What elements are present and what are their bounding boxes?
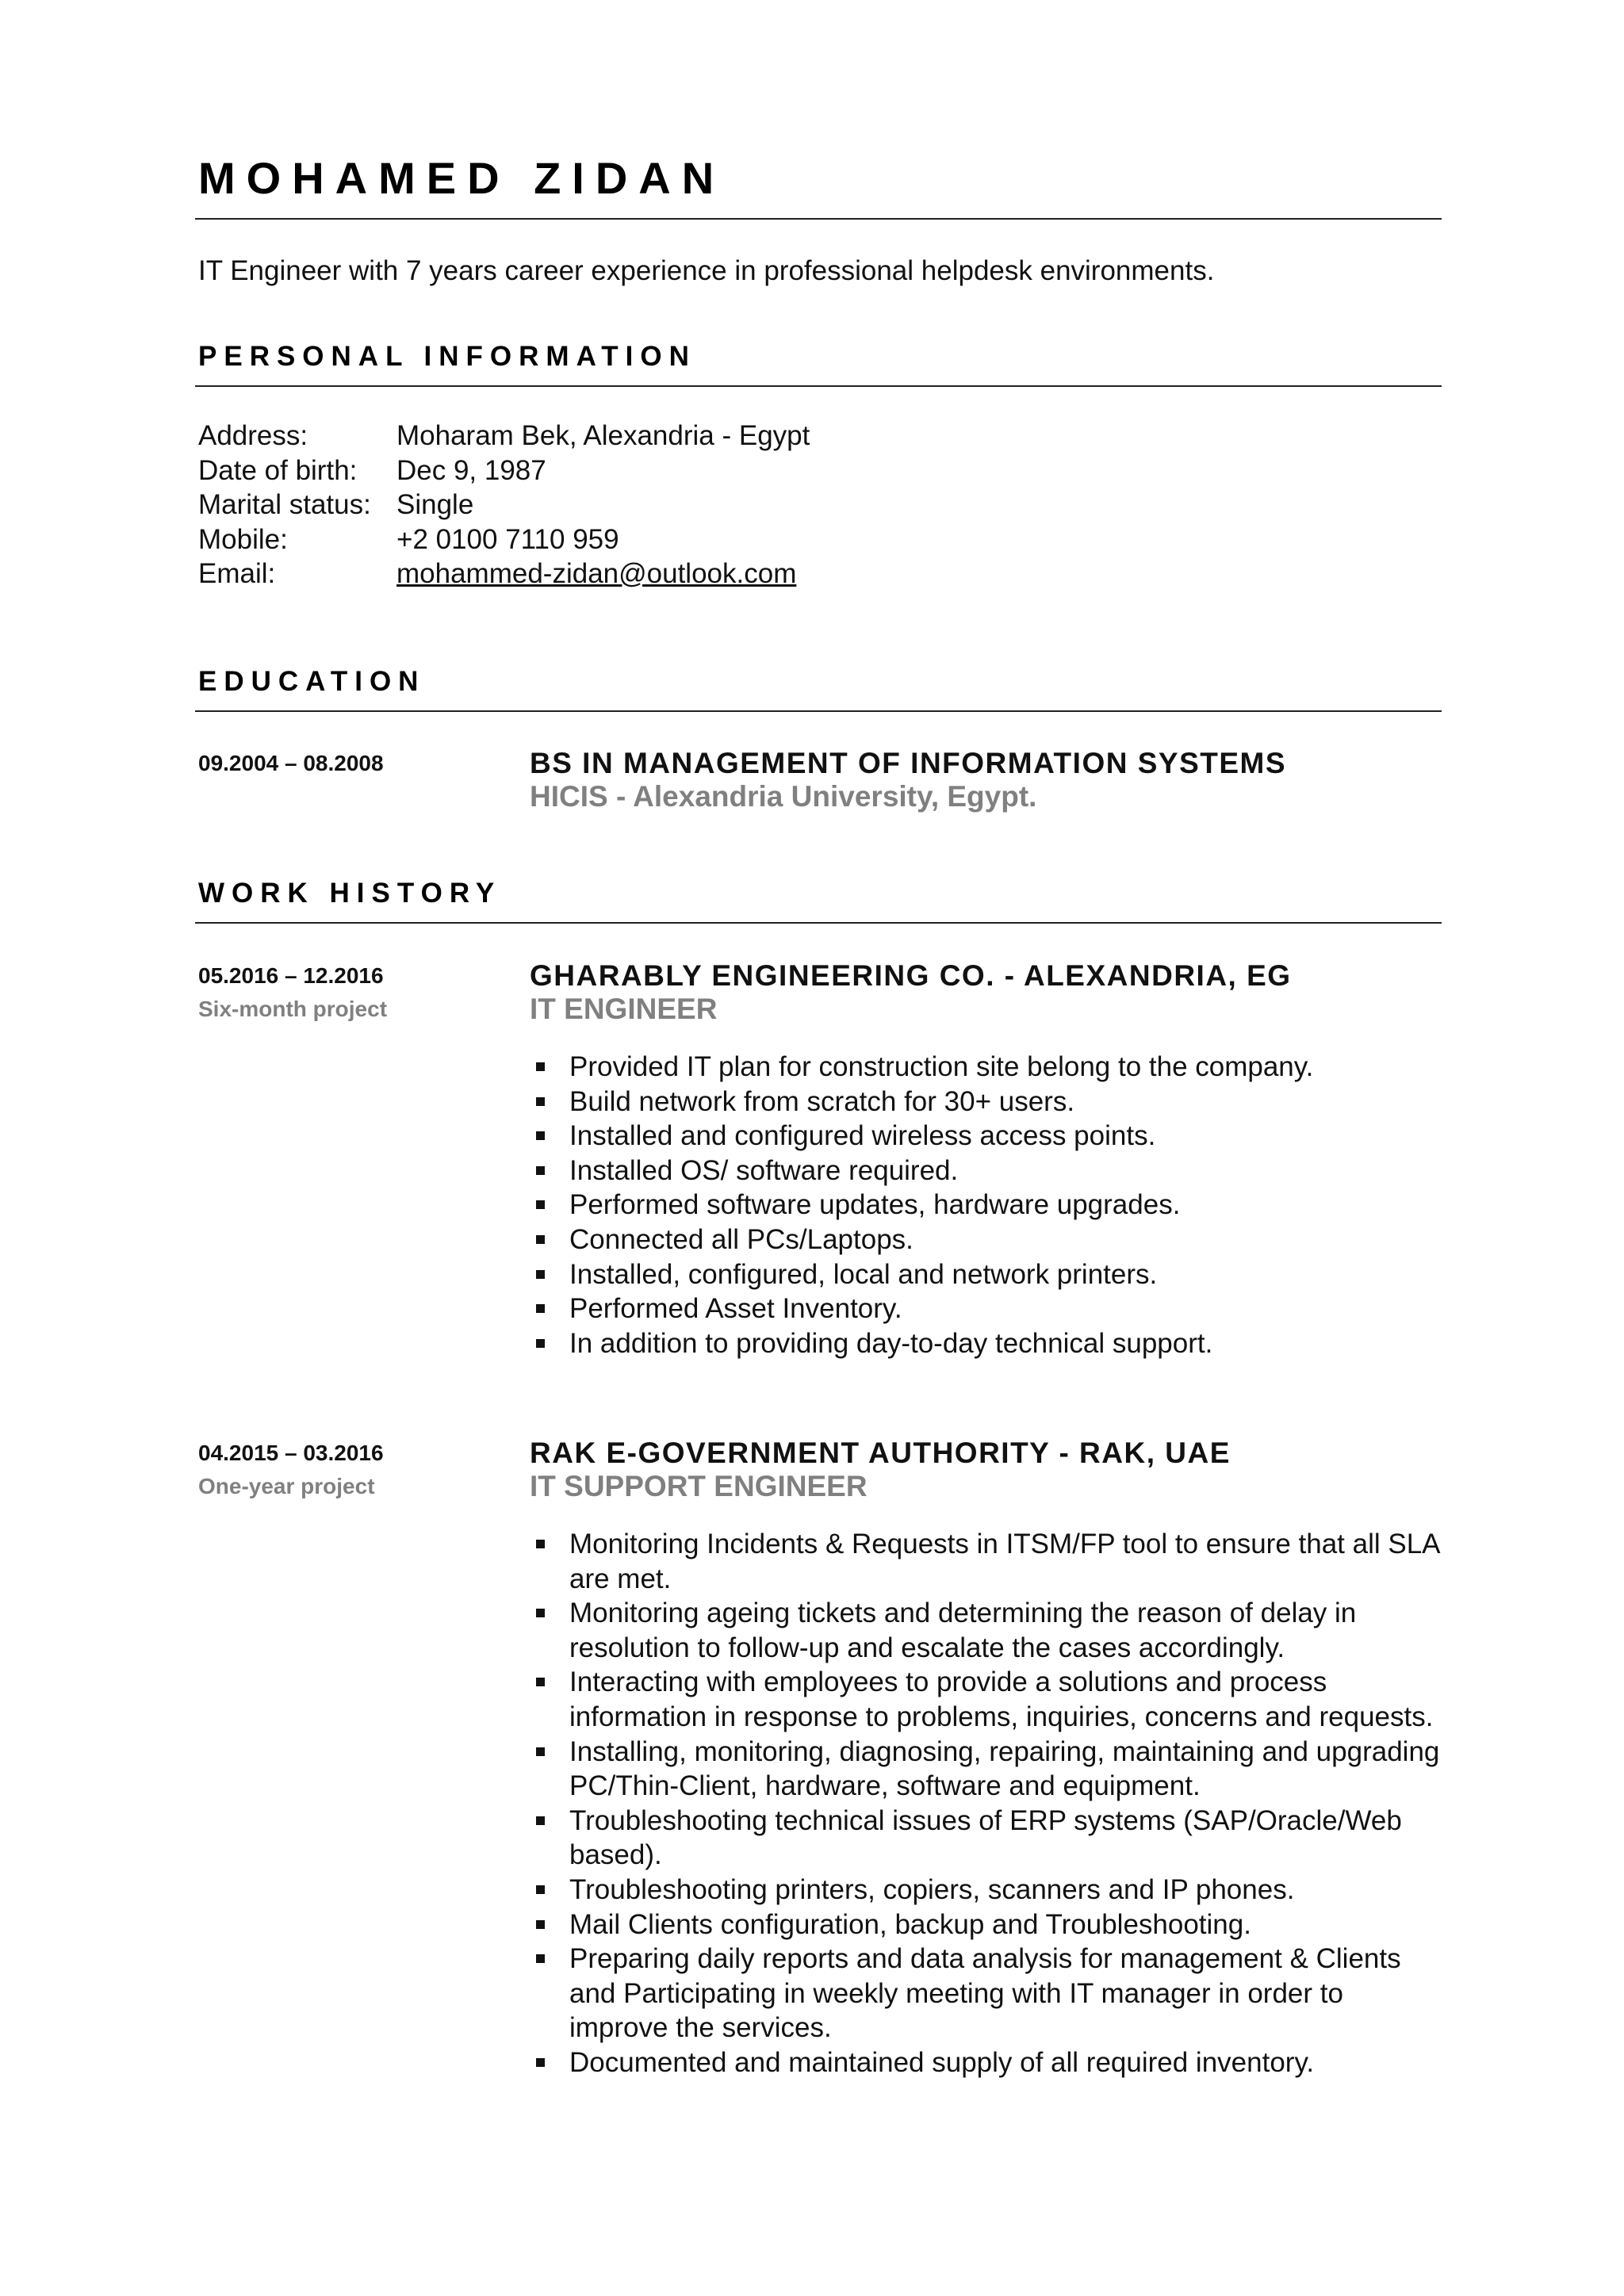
info-value-mobile: +2 0100 7110 959 xyxy=(396,523,619,555)
education-school: HICIS - Alexandria University, Egypt. xyxy=(530,780,1037,813)
personal-info-list xyxy=(198,419,810,591)
info-value-address: Moharam Bek, Alexandria - Egypt xyxy=(396,420,810,451)
education-divider xyxy=(195,710,1442,712)
education-degree: BS IN MANAGEMENT OF INFORMATION SYSTEMS xyxy=(530,747,1287,779)
info-row-email xyxy=(198,557,810,591)
education-dates: 09.2004 – 08.2008 xyxy=(198,751,384,775)
personal-info-divider xyxy=(195,385,1442,387)
info-label: Address: xyxy=(198,420,308,451)
info-row-marital-status xyxy=(198,488,810,522)
job-dates: 05.2016 – 12.2016 xyxy=(198,963,384,988)
list-item: Provided IT plan for construction site belong to the company. xyxy=(530,1050,1442,1085)
list-item: Installing, monitoring, diagnosing, repairing, maintaining and upgrading PC/Thin-Client, hardware, software and equipment. xyxy=(530,1735,1442,1804)
list-item: Documented and maintained supply of all required inventory. xyxy=(530,2045,1442,2080)
list-item: Installed OS/ software required. xyxy=(530,1154,1442,1188)
info-value-dob: Dec 9, 1987 xyxy=(396,454,546,486)
list-item: Build network from scratch for 30+ users. xyxy=(530,1085,1442,1119)
job-dates: 04.2015 – 03.2016 xyxy=(198,1441,384,1465)
list-item: Monitoring Incidents & Requests in ITSM/FP tool to ensure that all SLA are met. xyxy=(530,1527,1442,1596)
work-history-divider xyxy=(195,922,1442,924)
list-item: Interacting with employees to provide a solutions and process information in response to problems, inquiries, concerns and requests. xyxy=(530,1665,1442,1734)
list-item: Mail Clients configuration, backup and Troubleshooting. xyxy=(530,1908,1442,1942)
candidate-name: MOHAMED ZIDAN xyxy=(198,153,726,203)
personal-info-heading: PERSONAL INFORMATION xyxy=(198,341,696,372)
job-company: GHARABLY ENGINEERING CO. - ALEXANDRIA, EG xyxy=(530,959,1292,992)
job-role: IT ENGINEER xyxy=(530,993,718,1025)
job-role: IT SUPPORT ENGINEER xyxy=(530,1470,868,1502)
info-label: Marital status: xyxy=(198,489,371,520)
list-item: Troubleshooting technical issues of ERP systems (SAP/Oracle/Web based). xyxy=(530,1804,1442,1873)
list-item: In addition to providing day-to-day technical support. xyxy=(530,1326,1442,1361)
list-item: Monitoring ageing tickets and determining the reason of delay in resolution to follow-up and escalate the cases accordingly. xyxy=(530,1596,1442,1665)
job-duration: Six-month project xyxy=(198,997,388,1021)
job-duration: One-year project xyxy=(198,1474,375,1498)
profile-summary: IT Engineer with 7 years career experience in professional helpdesk environments. xyxy=(198,255,1215,286)
list-item: Connected all PCs/Laptops. xyxy=(530,1223,1442,1257)
list-item: Performed software updates, hardware upgrades. xyxy=(530,1188,1442,1223)
info-row-mobile xyxy=(198,522,810,557)
list-item: Performed Asset Inventory. xyxy=(530,1292,1442,1326)
list-item: Preparing daily reports and data analysis for management & Clients and Participating in weekly meeting with IT manager in order to improve the services. xyxy=(530,1942,1442,2045)
info-label: Mobile: xyxy=(198,523,288,555)
email-link[interactable]: mohammed-zidan@outlook.com xyxy=(396,558,797,589)
education-heading: EDUCATION xyxy=(198,666,426,697)
job-duties-list xyxy=(530,1050,1442,1360)
info-row-dob xyxy=(198,453,810,488)
info-label: Email: xyxy=(198,558,276,589)
info-value-marital-status: Single xyxy=(396,489,474,520)
list-item: Installed, configured, local and network printers. xyxy=(530,1257,1442,1292)
info-row-address xyxy=(198,419,810,453)
list-item: Installed and configured wireless access points. xyxy=(530,1119,1442,1154)
job-duties-list xyxy=(530,1527,1442,2080)
info-label: Date of birth: xyxy=(198,454,358,486)
job-company: RAK E-GOVERNMENT AUTHORITY - RAK, UAE xyxy=(530,1437,1231,1469)
list-item: Troubleshooting printers, copiers, scanners and IP phones. xyxy=(530,1873,1442,1908)
work-history-heading: WORK HISTORY xyxy=(198,878,502,909)
name-divider xyxy=(195,218,1442,220)
